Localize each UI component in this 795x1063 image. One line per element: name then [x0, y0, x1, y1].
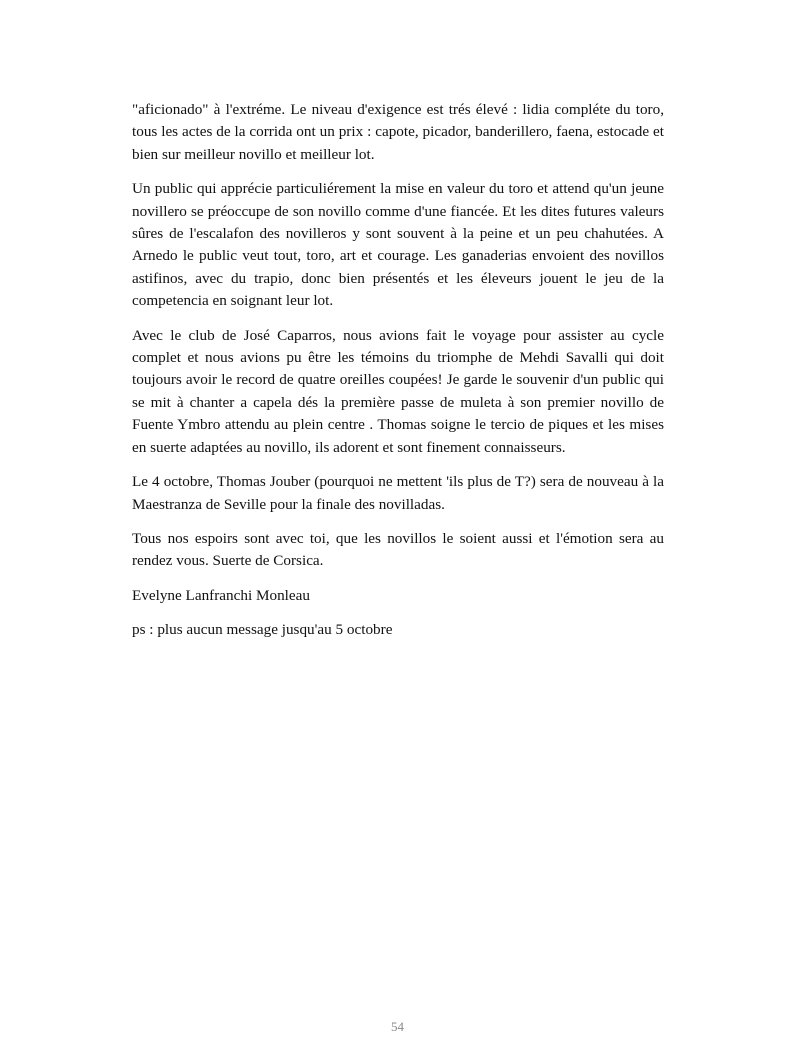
body-text — [132, 99, 664, 654]
paragraph-public: Un public qui apprécie particuliérement la mise en valeur du toro et attend qu'un jeune novillero se préoccupe de son novillo comme d'une fiancée. Et les dites futures valeurs sûres de l'escalafon des novilleros y sont souvent à la peine et un peu chahutées. A Arnedo le public veut tout, toro, art et courage. Les ganaderias envoient des novillos astifinos, avec du trapio, donc bien présentés et les éleveurs jouent le jeu de la competencia en soignant leur lot. — [132, 180, 664, 310]
postscript: ps : plus aucun message jusqu'au 5 octobre — [132, 621, 393, 639]
signature: Evelyne Lanfranchi Monleau — [132, 586, 310, 604]
page-number: 54 — [391, 1019, 404, 1034]
paragraph-club: Avec le club de José Caparros, nous avions fait le voyage pour assister au cycle complet et nous avions pu être les témoins du triomphe de Mehdi Savalli qui doit toujours avoir le record de quatre oreilles coupées! Je garde le souvenir d'un public qui se mit à chanter a capela dés la première passe de muleta à son premier novillo de Fuente Ymbro attendu au plein centre . Thomas soigne le tercio de piques et les mises en suerte adaptées au novillo, ils adorent et sont finement connaisseurs. — [132, 326, 664, 456]
paragraph-wishes: Tous nos espoirs sont avec toi, que les novillos le soient aussi et l'émotion sera au rendez vous. Suerte de Corsica. — [132, 529, 664, 570]
paragraph-intro: "aficionado" à l'extréme. Le niveau d'exigence est trés élevé : lidia compléte du toro, tous les actes de la corrida ont un prix : capote, picador, banderillero, faena, estocade et bien sur meilleur novillo et meilleur lot. — [132, 101, 664, 163]
paragraph-october: Le 4 octobre, Thomas Jouber (pourquoi ne mettent 'ils plus de T?) sera de nouveau à la Maestranza de Seville pour la finale des novilladas. — [132, 473, 664, 513]
